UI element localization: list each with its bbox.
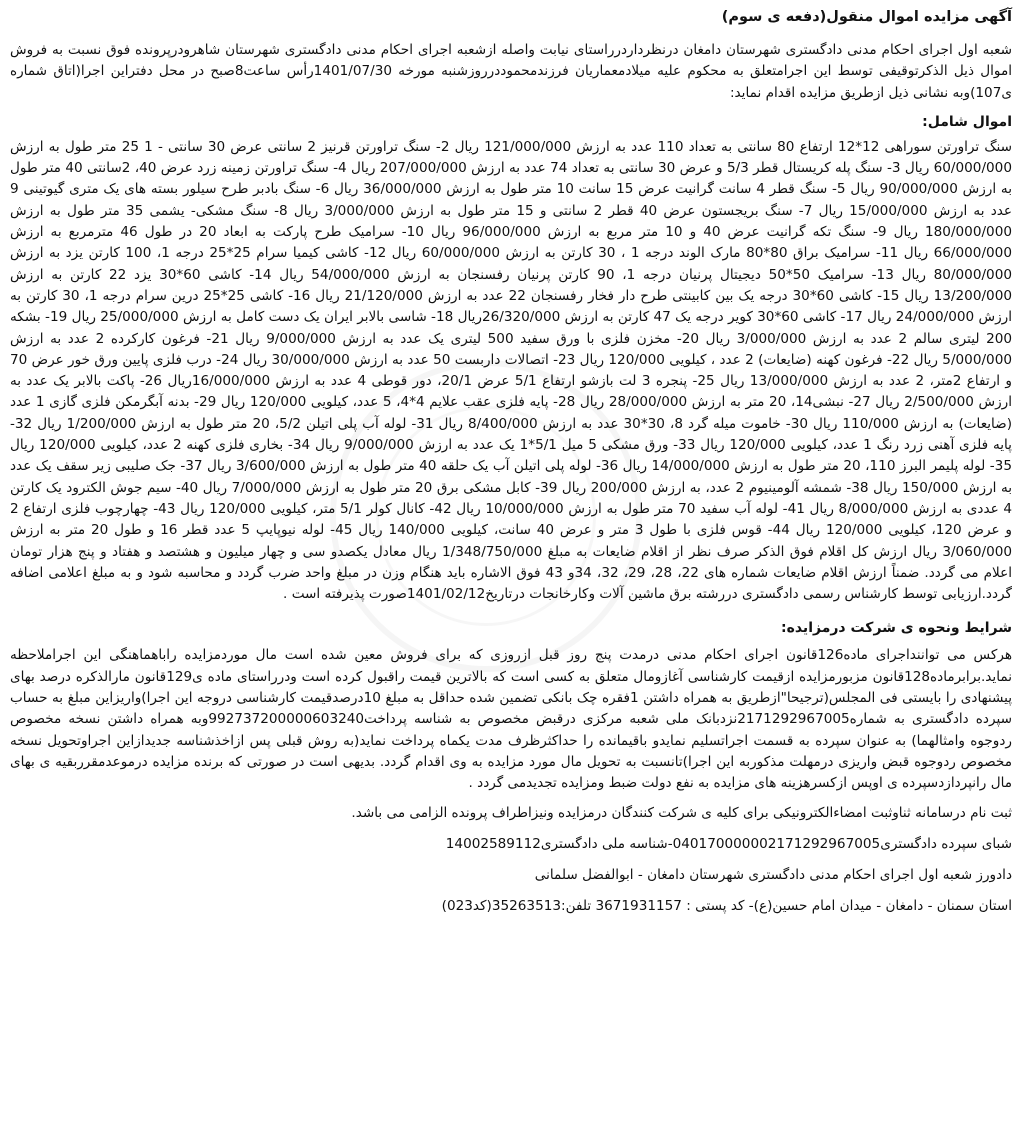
signature-line: دادورز شعبه اول اجرای احکام مدنی دادگستری شهرستان دامغان - ابوالفضل سلمانی <box>534 867 1012 884</box>
sheba-line: شبای سپرده دادگستری040170000002171292967005-شناسه ملی دادگستری14002589112 <box>445 835 1012 852</box>
address-line: استان سمنان - دامغان - میدان امام حسین(ع)- کد پستی : 3671931157 تلفن:35263513(کد023) <box>441 898 1012 915</box>
assets-list-paragraph: سنگ تراورتن سوراهی 12*12 ارتفاع 80 سانتی به تعداد 110 عدد به ارزش 121/000/000 ریال 2- سنگ تراورتن قرنیز 2 سانتی عرض 30 سانتی - 1 25 متر طول به ارزش 60/000/000 ریال 3- سنگ پله کریستال قطر 5/3 و عرض 30 سانتی به تعداد 74 عدد به ارزش 207/000/000 ریال 4- سنگ تراورتن زمینه زرد عرض 40، 2سانتی 40 متر طول به ارزش 90/000/000 ریال 5- سنگ قطر 4 سانت گرانیت عرض 15 سانت 10 متر طول به ارزش 36/000/000 ریال 6- سنگ بادبر طرح سیلور بسته های یک متری گیوتینی 9 عدد به ارزش 15/000/000 ریال 7- سنگ بریجستون عرض 40 قطر 2 سانتی و 15 متر طول به ارزش 3/000/000 ریال 8- سنگ مشکی- یشمی 35 متر طول به ارزش 180/000/000 ریال 9- سنگ تکه گرانیت عرض 40 و 10 متر مربع به ارزش 96/000/000 ریال 10- سرامیک طرح پارکت به ابعاد 20 در طول 46 مترمربع به ارزش 66/000/000 ریال 11- سرامیک براق 80*80 مارک الوند درجه 1 ، 30 کارتن به ارزش 60/000/000 ریال 12- کاشی کیمیا سرام 25*25 درجه 1، 100 کارتن یزد به ارزش 80/000/000 ریال 13- سرامیک 50*50 دیجیتال پرنیان درجه 1، 90 کارتن پرنیان رفسنجان به ارزش 54/000/000 ریال 14- کاشی 60*30 یزد 22 کارتن به ارزش 13/200/000 ریال 15- کاشی 60*30 درجه یک بین کابینتی طرح دار فخار رفسنجان 22 عدد به ارزش 21/120/000 ریال 16- کاشی 25*25 درین سرام درجه 1، 30 کارتن به ارزش 24/000/000 ریال 17- کاشی 60*30 کویر درجه یک 47 کارتن به ارزش 26/320/000ریال 18- شاسی بالابر ایران یک دست کامل به ارزش 25/000/000 ریال 19- بشکه 200 لیتری سالم 2 عدد به ارزش 3/000/000 ریال 20- مخزن فلزی با ورق سفید 500 لیتری یک عدد به ارزش 9/000/000 ریال 21- فرغون کارکرده 2 عدد به ارزش 5/000/000 ریال 22- فرغون کهنه (ضایعات) 2 عدد ، کیلویی 120/000 ریال 23- اتصالات داربست 50 عدد به ارزش 30/000/000 ریال 24- درب فلزی پایین ورق خور عرض 70 و ارتفاع 2متر، 2 عدد به ارزش 13/000/000 ریال 25- پنجره 3 لت بازشو ارتفاع 5/1 عرض 20/1، دور قوطی 4 عدد به ارزش 16/000/000ریال 26- پاکت بالابر یک عدد به ارزش 2/500/000 ریال 27- نبشی14، 20 متر به ارزش 28/000/000 ریال 28- پایه فلزی عقب علایم 4*4، 5 عدد، کیلویی 120/000 ریال 29- بدنه آبگرمکن فلزی گازی 1 عدد (ضایعات) به ارزش 110/000 ریال 30- خاموت میله گرد 8، 30*30 عدد به ارزش 8/400/000 ریال 31- لوله آب پلی اتیلن 5/2، 20 متر طول به ارزش 1/200/000 ریال 32- پایه فلزی آهنی زرد رنگ 1 عدد، کیلویی 120/000 ریال 33- ورق مشکی 5 میل 5/1*1 یک عدد به ارزش 9/000/000 ریال 34- بخاری فلزی کهنه 2 عدد، کیلویی 120/000 ریال 35- لوله پلیمر البرز 110، 20 متر طول به ارزش 14/000/000 ریال 36- لوله پلی اتیلن آب یک حلقه 40 متر طول به ارزش 3/600/000 ریال 37- جک صلیبی زیر سقف یک عدد به ارزش 150/000 ریال 38- شمشه آلومینیوم 2 عدد، به ارزش 200/000 ریال 39- کابل مشکی برق 20 متر طول به ارزش 7/000/000 ریال 40- سیم جوش الکترود یک کارتن 4 عددی به ارزش 8/000/000 ریال 41- لوله آب سفید 70 متر طول به ارزش 10/000/000 ریال 42- کانال کولر 5/1 متر، کیلویی 120/000 ریال 43- چهارچوب فلزی ارتفاع 2 و عرض 120، کیلویی 120/000 ریال 44- قوس فلزی با طول 3 متر و عرض 40 سانت، کیلویی 140/000 ریال 45- لوله نیوپایپ 5 عدد قطر 16 و طول 20 متر به ارزش 3/060/000 ریال ارزش کل اقلام فوق الذکر صرف نظر از اقلام ضایعات به مبلغ 1/348/750/000 ریال معادل یکصدو سی و چهار میلیون و هشتصد و هفتاد و پنج هزار تومان اعلام می گردد. ضمناً ارزش اقلام ضایعات شماره های 22، 28، 29، 32، 34و 43 فوق الاشاره باید هنگام وزن در مبلغ واحد ضرب گردد و محاسبه شود و به مبلغ اعلامی اضافه گردد.ارزیابی توسط کارشناس رسمی دادگستری دررشته برق ماشین آلات وکارخانجات درتاریخ1401/02/12صورت پذیرفته است . <box>10 138 1013 603</box>
intro-paragraph: شعبه اول اجرای احکام مدنی دادگستری شهرستان دامغان درنظرداردرراستای نیابت واصله ازشعبه اجرای احکام مدنی دادگستری شهرستان شاهرودرپرونده فوق نسبت به فروش اموال ذیل الذکرتوقیفی توسط این اجرامتعلق به محکوم علیه میلادمعماریان فرزندمحموددرروزشنبه مورخه 1401/07/30رأس ساعت8صبح در محل دفتراین اجرا(اتاق شماره ی107)وبه نشانی ذیل ازطریق مزایده اقدام نماید: <box>10 42 1013 101</box>
assets-heading: اموال شامل: <box>922 113 1012 130</box>
conditions-paragraph: هرکس می تواننداجرای ماده126قانون اجرای احکام مدنی درمدت پنج روز قبل ازروزی که برای فروش معین شده است مال موردمزایده راباهماهنگی این اجراملاحظه نماید.برابرماده128قانون مزبورمزایده ازقیمت کارشناسی آغازومال متعلق به کسی است که بالاترین قیمت راقبول کرده است ودرراستای ماده ی129قانون مارالذکره درصد بهای پیشنهادی را بایستی فی المجلس(ترجیحا"ازطریق به همراه داشتن 1فقره چک بانکی تضمین شده حداقل به مبلغ 10درصدقیمت کارشناسی دروجه این اجرا)واریزاین مبلغ به حساب سپرده دادگستری به شماره2171292967005نزدبانک ملی شعبه مرکزی درقبض مخصوص به شناسه پرداخت992737200000603240وبه همراه داشتن نسخه مخصوص ردوجوه وامثالهما) به عنوان سپرده به قسمت اجراتسلیم نمایدو باقیمانده را حداکثرظرف مدت یکماه پرداخت نماید(به روش قبلی پس ازاخذشناسه جدیدازاین اجراوتحویل نسخه مخصوص ردوجوه قبض واریزی درمهلت مذکوربه این اجرا)تانسبت به تحویل مال مورد مزایده به وی اقدام گردد. بدیهی است در صورتی که برنده مزایده درموعدمقرربقیه ی بهای مال رانپردازدسپرده ی اوپس ازکسرهزینه های مزایده به نفع دولت ضبط ومزایده تجدیدمی گردد . <box>10 647 1012 792</box>
registration-note: ثبت نام درسامانه ثناوثبت امضاءالکترونیکی برای کلیه ی شرکت کنندگان درمزایده ونیزاطراف پرونده الزامی می باشد. <box>351 804 1012 821</box>
conditions-heading: شرایط ونحوه ی شرکت درمزایده: <box>780 620 1012 637</box>
notice-title: آگهی مزایده اموال منقول(دفعه ی سوم) <box>721 9 1012 25</box>
